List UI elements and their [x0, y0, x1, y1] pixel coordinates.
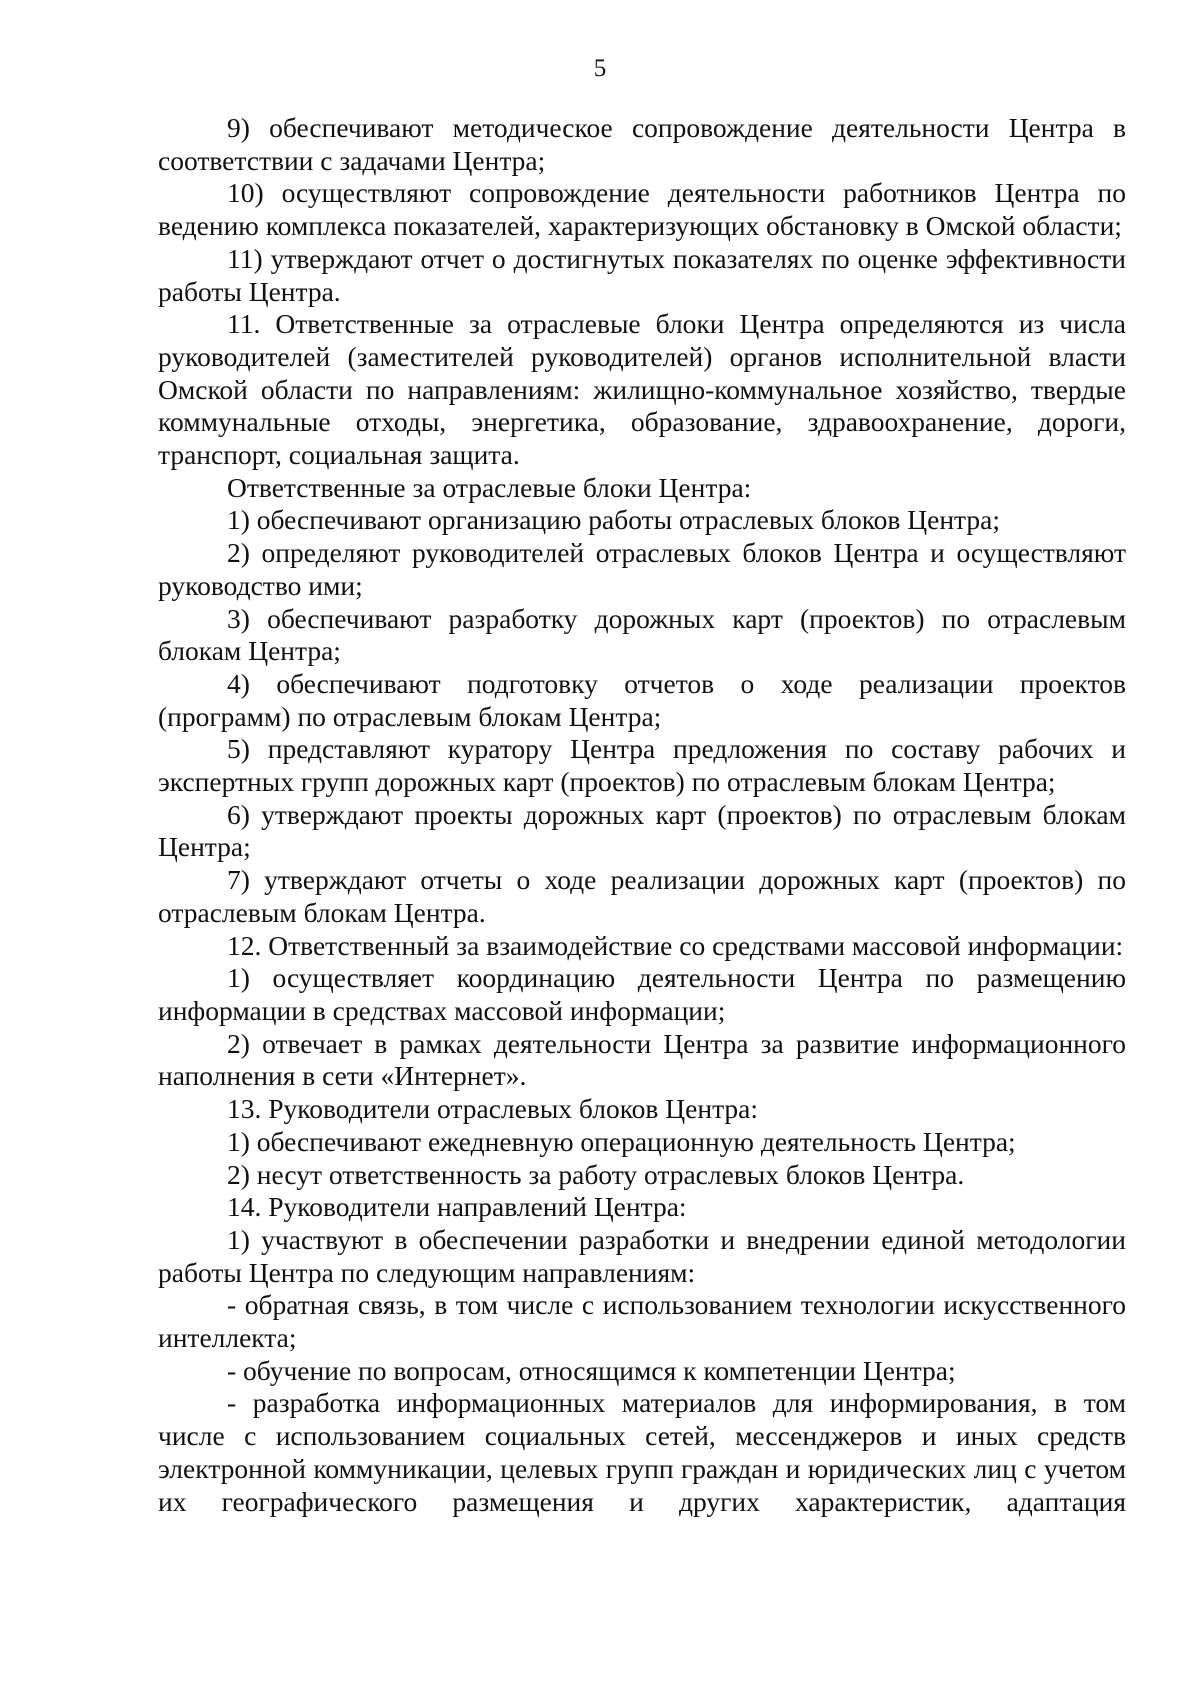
- paragraph: 10) осуществляют сопровождение деятельности работников Центра по ведению комплекса показателей, характеризующих обстановку в Омской области;: [158, 177, 1126, 242]
- paragraph: 2) отвечает в рамках деятельности Центра за развитие информационного наполнения в сети «Интернет».: [158, 1027, 1126, 1092]
- document-body: [158, 112, 1126, 1518]
- paragraph: - разработка информационных материалов для информирования, в том числе с использованием социальных сетей, мессенджеров и иных средств электронной коммуникации, целевых групп граждан и юридических лиц с учетом их географического размещения и других характеристик, адаптация: [158, 1387, 1126, 1517]
- paragraph: 3) обеспечивают разработку дорожных карт (проектов) по отраслевым блокам Центра;: [158, 602, 1126, 667]
- paragraph: 9) обеспечивают методическое сопровождение деятельности Центра в соответствии с задачами Центра;: [158, 112, 1126, 176]
- page-number: 5: [593, 55, 607, 82]
- paragraph: 1) обеспечивают организацию работы отраслевых блоков Центра;: [227, 504, 1000, 536]
- paragraph: 2) определяют руководителей отраслевых блоков Центра и осуществляют руководство ими;: [158, 537, 1126, 601]
- paragraph: 2) несут ответственность за работу отраслевых блоков Центра.: [227, 1158, 965, 1190]
- paragraph: 1) участвуют в обеспечении разработки и внедрении единой методологии работы Центра по следующим направлениям:: [158, 1223, 1126, 1288]
- paragraph: 11) утверждают отчет о достигнутых показателях по оценке эффективности работы Центра.: [158, 242, 1126, 307]
- paragraph: 14. Руководители направлений Центра:: [227, 1191, 687, 1223]
- paragraph: 5) представляют куратору Центра предложения по составу рабочих и экспертных групп дорожных карт (проектов) по отраслевым блокам Центра;: [158, 733, 1126, 798]
- paragraph: 7) утверждают отчеты о ходе реализации дорожных карт (проектов) по отраслевым блокам Центра.: [158, 864, 1126, 928]
- paragraph: 4) обеспечивают подготовку отчетов о ходе реализации проектов (программ) по отраслевым блокам Центра;: [158, 667, 1126, 732]
- paragraph: 13. Руководители отраслевых блоков Центра:: [227, 1093, 759, 1125]
- paragraph: 1) обеспечивают ежедневную операционную деятельность Центра;: [227, 1125, 1016, 1157]
- paragraph: 1) осуществляет координацию деятельности Центра по размещению информации в средствах массовой информации;: [158, 962, 1126, 1026]
- paragraph: 12. Ответственный за взаимодействие со средствами массовой информации:: [227, 929, 1124, 961]
- paragraph: Ответственные за отраслевые блоки Центра:: [227, 471, 752, 503]
- paragraph: - обучение по вопросам, относящимся к компетенции Центра;: [227, 1354, 956, 1386]
- paragraph: 11. Ответственные за отраслевые блоки Центра определяются из числа руководителей (заместителей руководителей) органов исполнительной власти Омской области по направлениям: жилищно-коммунальное хозяйство, твердые коммунальные отходы, энергетика, образование, здравоохранение, дороги, транспорт, социальная защита.: [158, 308, 1126, 471]
- paragraph: - обратная связь, в том числе с использованием технологии искусственного интеллекта;: [158, 1289, 1126, 1354]
- paragraph: 6) утверждают проекты дорожных карт (проектов) по отраслевым блокам Центра;: [158, 798, 1126, 863]
